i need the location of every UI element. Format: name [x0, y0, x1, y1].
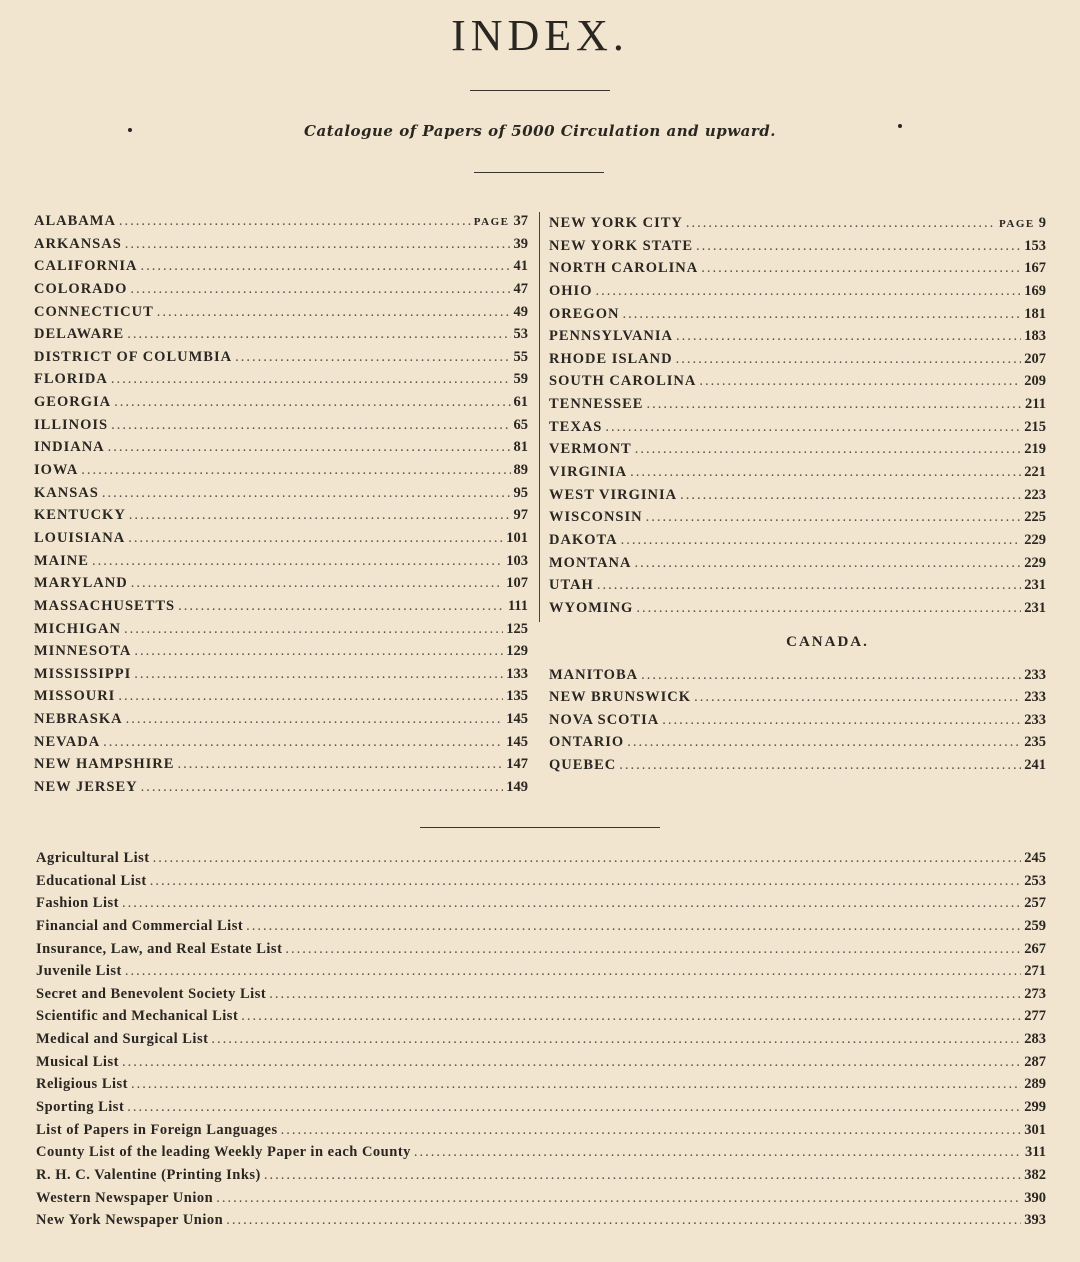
index-entry	[34, 368, 528, 391]
index-entry	[549, 416, 1046, 439]
index-entry	[34, 753, 528, 776]
index-entry	[36, 1209, 1046, 1232]
print-speck	[128, 128, 132, 132]
leader-dots	[124, 618, 503, 641]
entry-name: VIRGINIA	[549, 464, 628, 481]
page-number: 211	[1025, 396, 1046, 413]
entry-name: ILLINOIS	[34, 416, 109, 433]
page-number: 257	[1024, 895, 1046, 912]
canada-list	[549, 664, 1046, 777]
page-number: 233	[1024, 689, 1046, 706]
page-number: 37	[513, 213, 528, 229]
entry-name: MARYLAND	[34, 575, 128, 592]
index-entry	[34, 550, 528, 573]
index-entry	[34, 527, 528, 550]
page-number: 287	[1024, 1053, 1046, 1070]
index-entry	[36, 870, 1046, 893]
entry-name: NEW HAMPSHIRE	[34, 756, 175, 773]
index-entry	[34, 301, 528, 324]
index-entry	[549, 754, 1046, 777]
leader-dots	[153, 847, 1022, 870]
entry-name: VERMONT	[549, 441, 632, 458]
page-number: 53	[513, 326, 528, 343]
index-entry	[549, 212, 1046, 235]
leader-dots	[140, 255, 510, 278]
page-number: 129	[506, 643, 528, 660]
index-entry	[34, 731, 528, 754]
page-number: 55	[513, 348, 528, 365]
subtitle-rule	[474, 172, 604, 173]
leader-dots	[128, 527, 503, 550]
leader-dots	[122, 892, 1021, 915]
leader-dots	[130, 278, 510, 301]
page-number: 225	[1024, 509, 1046, 526]
page-number: 125	[506, 620, 528, 637]
entry-name: MANITOBA	[549, 666, 639, 683]
leader-dots	[619, 754, 1021, 777]
page-number: 283	[1024, 1031, 1046, 1048]
leader-dots	[177, 753, 503, 776]
entry-name: DAKOTA	[549, 531, 618, 548]
page-number: 229	[1024, 554, 1046, 571]
page-number: 299	[1024, 1099, 1046, 1116]
page-number: 215	[1024, 418, 1046, 435]
entry-name: County List of the leading Weekly Paper in each County	[36, 1144, 411, 1161]
entry-name: INDIANA	[34, 439, 105, 456]
entry-name: Educational List	[36, 872, 147, 889]
index-entry	[34, 708, 528, 731]
entry-name: NEVADA	[34, 733, 101, 750]
page-number: 233	[1024, 666, 1046, 683]
leader-dots	[134, 640, 503, 663]
index-entry	[34, 391, 528, 414]
page-number: 169	[1024, 282, 1046, 299]
leader-dots	[281, 1119, 1022, 1142]
page-number: 245	[1024, 850, 1046, 866]
page-number: 135	[506, 688, 528, 705]
page-number: 111	[507, 597, 528, 614]
leader-dots	[621, 529, 1022, 552]
leader-dots	[125, 960, 1021, 983]
index-entry	[549, 664, 1046, 687]
entry-name: QUEBEC	[549, 757, 617, 774]
leader-dots	[646, 393, 1022, 416]
page-number: 207	[1024, 350, 1046, 367]
index-entry	[36, 1073, 1046, 1096]
entry-name: Juvenile List	[36, 963, 122, 980]
entry-name: WYOMING	[549, 599, 634, 616]
entry-name: DISTRICT OF COLUMBIA	[34, 348, 233, 365]
entry-name: ALABAMA	[34, 213, 116, 229]
index-entry	[549, 438, 1046, 461]
leader-dots	[605, 416, 1021, 439]
leader-dots	[226, 1209, 1021, 1232]
entry-name: UTAH	[549, 577, 594, 594]
entry-name: RHODE ISLAND	[549, 350, 673, 367]
entry-name: Western Newspaper Union	[36, 1189, 214, 1206]
index-entry	[549, 257, 1046, 280]
index-entry	[34, 685, 528, 708]
index-entry	[34, 278, 528, 301]
leader-dots	[119, 210, 471, 233]
leader-dots	[246, 915, 1021, 938]
leader-dots	[216, 1187, 1021, 1210]
page-number: 259	[1024, 917, 1046, 934]
leader-dots	[597, 574, 1021, 597]
entry-name: NEBRASKA	[34, 711, 123, 728]
page-number: 39	[513, 235, 528, 252]
leader-dots	[694, 686, 1021, 709]
index-entry	[36, 1005, 1046, 1028]
leader-dots	[595, 280, 1021, 303]
page-number: 81	[513, 439, 528, 456]
entry-name: ARKANSAS	[34, 235, 122, 252]
entry-name: KANSAS	[34, 484, 99, 501]
leader-dots	[92, 550, 503, 573]
index-entry	[34, 618, 528, 641]
leader-dots	[134, 663, 503, 686]
entry-name: MINNESOTA	[34, 643, 132, 660]
page-number: 9	[1038, 215, 1046, 231]
entry-name: NEW YORK STATE	[549, 237, 693, 254]
leader-dots	[131, 572, 504, 595]
index-entry	[549, 506, 1046, 529]
page-number: 235	[1024, 734, 1046, 751]
index-entry	[36, 1187, 1046, 1210]
leader-dots	[686, 212, 996, 235]
leader-dots	[150, 870, 1022, 893]
leader-dots	[646, 506, 1022, 529]
leader-dots	[635, 438, 1022, 461]
index-entry	[549, 529, 1046, 552]
entry-name: IOWA	[34, 462, 79, 479]
index-entry	[36, 1119, 1046, 1142]
leader-dots	[414, 1141, 1022, 1164]
entry-name: DELAWARE	[34, 326, 125, 343]
entry-name: OHIO	[549, 282, 593, 299]
index-entry	[34, 504, 528, 527]
leader-dots	[102, 482, 511, 505]
leader-dots	[634, 552, 1021, 575]
leader-dots	[285, 938, 1021, 961]
entry-name: FLORIDA	[34, 371, 108, 388]
page-number: 209	[1024, 373, 1046, 390]
entry-name: PENNSYLVANIA	[549, 328, 674, 345]
index-entry	[34, 663, 528, 686]
index-entry	[549, 280, 1046, 303]
page-number: 107	[506, 575, 528, 592]
states-left-column	[34, 210, 528, 799]
leader-dots	[680, 484, 1021, 507]
index-entry	[34, 346, 528, 369]
index-entry	[549, 348, 1046, 371]
index-entry	[36, 938, 1046, 961]
page-number: 231	[1024, 599, 1046, 616]
page-number: 221	[1024, 464, 1046, 481]
page-number: 145	[506, 711, 528, 728]
entry-name: MISSOURI	[34, 688, 116, 705]
entry-name: NEW BRUNSWICK	[549, 689, 692, 706]
entry-name: Fashion List	[36, 895, 119, 912]
entry-name: LOUISIANA	[34, 529, 126, 546]
page-label: PAGE	[999, 218, 1035, 230]
index-entry	[36, 983, 1046, 1006]
index-entry	[36, 1028, 1046, 1051]
entry-name: CALIFORNIA	[34, 258, 138, 275]
page-number: 271	[1024, 963, 1046, 980]
page-number: 167	[1024, 260, 1046, 277]
page-number: 277	[1024, 1008, 1046, 1025]
entry-name: Agricultural List	[36, 850, 150, 866]
entry-name: CONNECTICUT	[34, 303, 154, 320]
entry-name: Sporting List	[36, 1099, 125, 1116]
leader-dots	[699, 370, 1021, 393]
entry-name: OREGON	[549, 305, 620, 322]
entry-name: NEW YORK CITY	[549, 215, 683, 231]
print-speck	[898, 124, 902, 128]
page-number: 183	[1024, 328, 1046, 345]
entry-name: Medical and Surgical List	[36, 1031, 209, 1048]
entry-name: Musical List	[36, 1053, 119, 1070]
index-entry	[34, 233, 528, 256]
page-number: 47	[513, 280, 528, 297]
leader-dots	[127, 1096, 1021, 1119]
entry-name: MASSACHUSETTS	[34, 597, 176, 614]
index-entry	[549, 731, 1046, 754]
index-entry	[34, 323, 528, 346]
index-entry	[549, 370, 1046, 393]
leader-dots	[127, 323, 510, 346]
entry-name: WISCONSIN	[549, 509, 643, 526]
page-number: 149	[506, 779, 528, 796]
leader-dots	[178, 595, 505, 618]
states-right-list	[549, 212, 1046, 620]
leader-dots	[627, 731, 1021, 754]
page-number: 97	[513, 507, 528, 524]
leader-dots	[630, 461, 1021, 484]
index-entry	[34, 210, 528, 233]
entry-name: NEW JERSEY	[34, 779, 138, 796]
entry-name: COLORADO	[34, 280, 128, 297]
leader-dots	[118, 685, 503, 708]
leader-dots	[662, 709, 1021, 732]
page-number: 311	[1025, 1144, 1046, 1161]
index-entry	[36, 1141, 1046, 1164]
leader-dots	[241, 1005, 1021, 1028]
entry-name: GEORGIA	[34, 394, 112, 411]
leader-dots	[269, 983, 1021, 1006]
page-number: 89	[513, 462, 528, 479]
leader-dots	[676, 325, 1021, 348]
leader-dots	[108, 436, 511, 459]
page-number: 153	[1024, 237, 1046, 254]
page-number: 267	[1024, 940, 1046, 957]
entry-name: ONTARIO	[549, 734, 625, 751]
page-number: 65	[513, 416, 528, 433]
page-number: 61	[513, 394, 528, 411]
leader-dots	[141, 776, 504, 799]
index-entry	[36, 1096, 1046, 1119]
catalogue-subtitle: Catalogue of Papers of 5000 Circulation and upward.	[304, 122, 776, 140]
entry-name: Financial and Commercial List	[36, 917, 244, 934]
page-number: 223	[1024, 486, 1046, 503]
index-entry	[36, 892, 1046, 915]
page-number: 95	[513, 484, 528, 501]
leader-dots	[126, 708, 504, 731]
page-number: 231	[1024, 577, 1046, 594]
leader-dots	[129, 504, 511, 527]
leader-dots	[696, 235, 1021, 258]
leader-dots	[264, 1164, 1021, 1187]
entry-name: Scientific and Mechanical List	[36, 1008, 239, 1025]
index-entry	[34, 459, 528, 482]
entry-name: SOUTH CAROLINA	[549, 373, 697, 390]
column-divider	[539, 212, 540, 622]
leader-dots	[235, 346, 510, 369]
index-entry	[549, 597, 1046, 620]
page-number: 181	[1024, 305, 1046, 322]
leader-dots	[125, 233, 511, 256]
leader-dots	[114, 391, 510, 414]
page-number: 382	[1024, 1166, 1046, 1183]
special-lists	[36, 847, 1046, 1232]
entry-name: Religious List	[36, 1076, 128, 1093]
leader-dots	[701, 257, 1021, 280]
page-number: 273	[1024, 985, 1046, 1002]
page-number: 145	[506, 733, 528, 750]
page-number: 219	[1024, 441, 1046, 458]
index-entry	[36, 960, 1046, 983]
page-number: 133	[506, 665, 528, 682]
index-entry	[34, 414, 528, 437]
entry-name: List of Papers in Foreign Languages	[36, 1121, 278, 1138]
entry-name: NOVA SCOTIA	[549, 711, 660, 728]
entry-name: R. H. C. Valentine (Printing Inks)	[36, 1166, 261, 1183]
leader-dots	[641, 664, 1021, 687]
page-title: INDEX.	[451, 11, 629, 60]
index-entry	[549, 461, 1046, 484]
index-entry	[549, 686, 1046, 709]
leader-dots	[103, 731, 503, 754]
page-number: 229	[1024, 531, 1046, 548]
leader-dots	[111, 414, 510, 437]
page-number: 59	[513, 371, 528, 388]
leader-dots	[211, 1028, 1021, 1051]
page-number: 301	[1024, 1121, 1046, 1138]
index-entry	[34, 255, 528, 278]
leader-dots	[131, 1073, 1021, 1096]
page-label: PAGE	[473, 216, 510, 228]
index-entry	[34, 776, 528, 799]
leader-dots	[157, 301, 511, 324]
index-entry	[34, 436, 528, 459]
page-number: 390	[1024, 1189, 1046, 1206]
index-entry	[549, 574, 1046, 597]
entry-name: MISSISSIPPI	[34, 665, 132, 682]
entry-name: TENNESSEE	[549, 396, 644, 413]
states-right-column	[549, 212, 1046, 777]
page-number: 147	[506, 756, 528, 773]
page-number: 253	[1024, 872, 1046, 889]
index-entry	[549, 484, 1046, 507]
page-number: 101	[506, 529, 528, 546]
index-entry	[36, 847, 1046, 870]
index-entry	[34, 640, 528, 663]
index-entry	[34, 482, 528, 505]
index-entry	[549, 325, 1046, 348]
page-number: 233	[1024, 711, 1046, 728]
leader-dots	[111, 368, 511, 391]
entry-name: MONTANA	[549, 554, 632, 571]
index-entry	[36, 1051, 1046, 1074]
page-number: 49	[513, 303, 528, 320]
leader-dots	[122, 1051, 1021, 1074]
index-entry	[549, 552, 1046, 575]
entry-name: MICHIGAN	[34, 620, 121, 637]
page-number: 289	[1024, 1076, 1046, 1093]
title-rule	[470, 90, 610, 91]
entry-name: Secret and Benevolent Society List	[36, 985, 267, 1002]
page-number: 41	[513, 258, 528, 275]
index-entry	[549, 235, 1046, 258]
index-entry	[34, 595, 528, 618]
leader-dots	[81, 459, 510, 482]
entry-name: KENTUCKY	[34, 507, 126, 524]
leader-dots	[622, 303, 1021, 326]
index-entry	[549, 393, 1046, 416]
index-entry	[549, 709, 1046, 732]
entry-name: MAINE	[34, 552, 89, 569]
leader-dots	[676, 348, 1022, 371]
index-entry	[34, 572, 528, 595]
section-rule	[420, 827, 660, 828]
page-number: 241	[1024, 757, 1046, 774]
entry-name: New York Newspaper Union	[36, 1212, 224, 1229]
entry-name: TEXAS	[549, 418, 603, 435]
entry-name: NORTH CAROLINA	[549, 260, 699, 277]
index-entry	[36, 1164, 1046, 1187]
page-number: 393	[1024, 1212, 1046, 1229]
entry-name: Insurance, Law, and Real Estate List	[36, 940, 283, 957]
page-number: 103	[506, 552, 528, 569]
entry-name: WEST VIRGINIA	[549, 486, 678, 503]
leader-dots	[636, 597, 1021, 620]
index-entry	[36, 915, 1046, 938]
index-entry	[549, 303, 1046, 326]
canada-heading: CANADA.	[786, 633, 869, 650]
